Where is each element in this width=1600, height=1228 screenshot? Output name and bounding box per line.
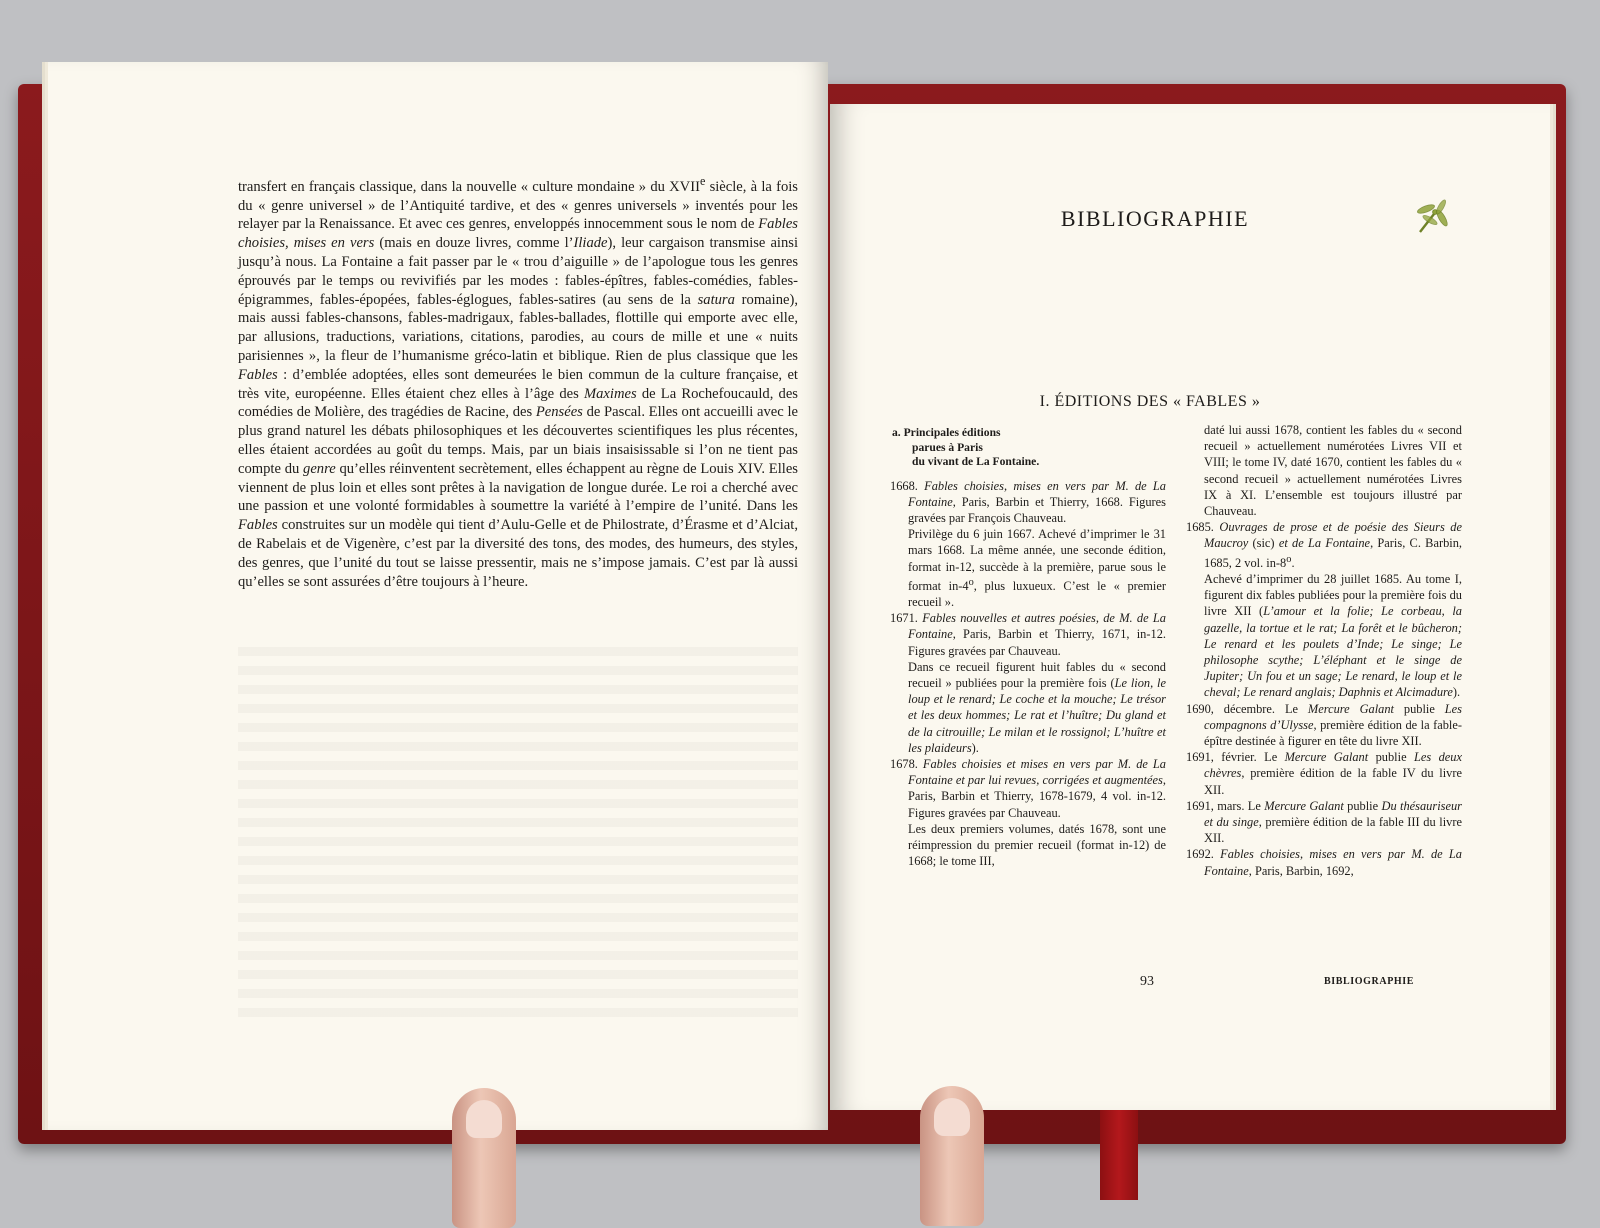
bibliography-entry: 1685. Ouvrages de prose et de poésie des Sieurs de Maucroy (sic) et de La Fontaine, Paris, C. Barbin, 1685, 2 vol. in-8$^o$. bbox=[1186, 520, 1462, 570]
sub-heading-line: du vivant de La Fontaine. bbox=[912, 455, 1040, 468]
right-page bbox=[830, 104, 1550, 1110]
bibliography-entry: 1691, février. Le Mercure Galant publie Les deux chèvres, première édition de la fable IV du livre XII. bbox=[1186, 750, 1462, 797]
bibliography-entry: 1690, décembre. Le Mercure Galant publie Les compagnons d’Ulysse, première édition de la fable-épître destinée à figurer en tête du livre XII. bbox=[1186, 701, 1462, 748]
bibliography-entry: 1668. Fables choisies, mises en vers par M. de La Fontaine, Paris, Barbin et Thierry, 1668. Figures gravées par François Chauveau. bbox=[890, 478, 1167, 525]
thumb-right bbox=[920, 1086, 984, 1226]
show-through-text bbox=[238, 647, 798, 1027]
running-head: BIBLIOGRAPHIE bbox=[1324, 976, 1415, 987]
bibliography-entry: 1671. Fables nouvelles et autres poésies, de M. de La Fontaine, Paris, Barbin et Thierry, 1671, in-12. Figures gravées par Chauveau. bbox=[890, 611, 1166, 658]
bibliography-entry: 1691, mars. Le Mercure Galant publie Du thésauriseur et du singe, première édition de la fable III du livre XII. bbox=[1186, 798, 1463, 846]
bibliography-entry: 1692. Fables choisies, mises en vers par M. de La Fontaine, Paris, Barbin, 1692, bbox=[1186, 847, 1463, 878]
bibliography-entry: Privilège du 6 juin 1667. Achevé d’imprimer le 31 mars 1668. La même année, une seconde édition, format in-12, succède à la première, parue sous le format in-4$^o$, plus luxueux. C’est le « premier recueil ». bbox=[908, 527, 1166, 610]
sub-heading-line: a. Principales éditions bbox=[892, 426, 1001, 439]
dragonfly-icon bbox=[1412, 198, 1452, 238]
bibliography-entry: 1678. Fables choisies et mises en vers par M. de La Fontaine et par lui revues, corrigées et augmentées, Paris, Barbin et Thierry, 1678-1679, 4 vol. in-12. Figures gravées par Chauveau. bbox=[890, 757, 1166, 820]
bibliography-entry: Dans ce recueil figurent huit fables du « second recueil » publiées pour la première fois (Le lion, le loup et le renard; Le coche et la mouche; Le trésor et les deux hommes; Le rat et l’huître; Du gland et de la citrouille; Le milan et le rossignol; L’huître et les plaideurs). bbox=[908, 659, 1166, 755]
page-number: 93 bbox=[1140, 974, 1154, 989]
left-page-paragraph: transfert en français classique, dans la nouvelle « culture mondaine » du XVIIe siècle, à la fois du « genre universel » de l’Antiquité tardive, et des « genres universels » inventés pour les relayer par la Renaissance. Et avec ces genres, enveloppés innocemment sous le nom de Fables choisies, mises en vers (mais en douze livres, comme l’Iliade), leur cargaison transmise ainsi jusqu’à nous. La Fontaine a fait passer par le « trou d’aiguille » de l’apologue tous les genres éprouvés par le temps ou revivifiés par les modes : fables-épîtres, fables-comédies, fables-épigrammes, fables-épopées, fables-églogues, fables-satires (au sens de la satura romaine), mais aussi fables-chansons, fables-madrigaux, fables-ballades, flottille qui emporte avec elle, par allusions, traductions, variations, citations, parodies, au cours de mille et une « nuits parisiennes », la fleur de l’humanisme gréco-latin et biblique. Rien de plus classique que les Fables : d’emblée adoptées, elles sont demeurées le bien commun de la culture française, et très vite, européenne. Elles étaient chez elles à l’âge des Maximes de La Rochefoucauld, des comédies de Molière, des tragédies de Racine, des Pensées de Pascal. Elles ont accueilli avec le plus grand naturel les débats philosophiques et les découvertes scientifiques les plus récentes, elles étaient accordées au goût du temps. Mais, par un biais insaisissable si l’on ne tient pas compte du genre qu’elles réinventent secrètement, elles échappent au règne de Louis XIV. Elles viennent de plus loin et elles sont prêtes à la navigation de longue durée. Le roi a cherché avec une passion et une volonté formidables à soumettre la variété à l’empire de l’unité. Dans les Fables construites sur un modèle qui tient d’Aulu-Gelle et de Philostrate, d’Érasme et d’Alciat, de Rabelais et de Vigenère, c’est par la diversité des tons, des modes, des humeurs, des styles, des genres, que l’unité du tout se laisse pressentir, mais ne s’impose jamais. C’est par là aussi qu’elles se sont assurées d’être toujours à l’heure. bbox=[238, 174, 799, 590]
sub-heading bbox=[890, 426, 1166, 470]
bibliography-entry: Les deux premiers volumes, datés 1678, sont une réimpression du premier recueil (format in-12) de 1668; le tome III, bbox=[908, 821, 1166, 869]
bibliography-entry: Achevé d’imprimer du 28 juillet 1685. Au tome I, figurent dix fables publiées pour la première fois du livre XII (L’amour et la folie; Le corbeau, la gazelle, la tortue et le rat; La forêt et le bûcheron; Le renard et les poulets d’Inde; Le singe; Le philosophe scythe; L’éléphant et le singe de Jupiter; Un fou et un sage; Le renard, le loup et le cheval; Le renard anglais; Daphnis et Alcimadure). bbox=[1204, 571, 1462, 700]
bibliography-column-left bbox=[890, 422, 1166, 870]
section-heading: I. ÉDITIONS DES « FABLES » bbox=[1039, 393, 1261, 410]
bibliography-entry: daté lui aussi 1678, contient les fables du « second recueil » actuellement numérotées Livres VII et VIII; le tome IV, daté 1670, contient les fables du « second recueil » actuellement numérotées Livres IX à XI. L’ensemble est toujours illustré par Chauveau. bbox=[1204, 423, 1462, 519]
left-page-text bbox=[238, 172, 798, 591]
thumb-left bbox=[452, 1088, 516, 1228]
page-title: BIBLIOGRAPHIE bbox=[1060, 206, 1250, 231]
sub-heading-line: parues à Paris bbox=[912, 440, 983, 454]
bibliography-column-right bbox=[1186, 422, 1462, 879]
left-page bbox=[48, 62, 828, 1130]
